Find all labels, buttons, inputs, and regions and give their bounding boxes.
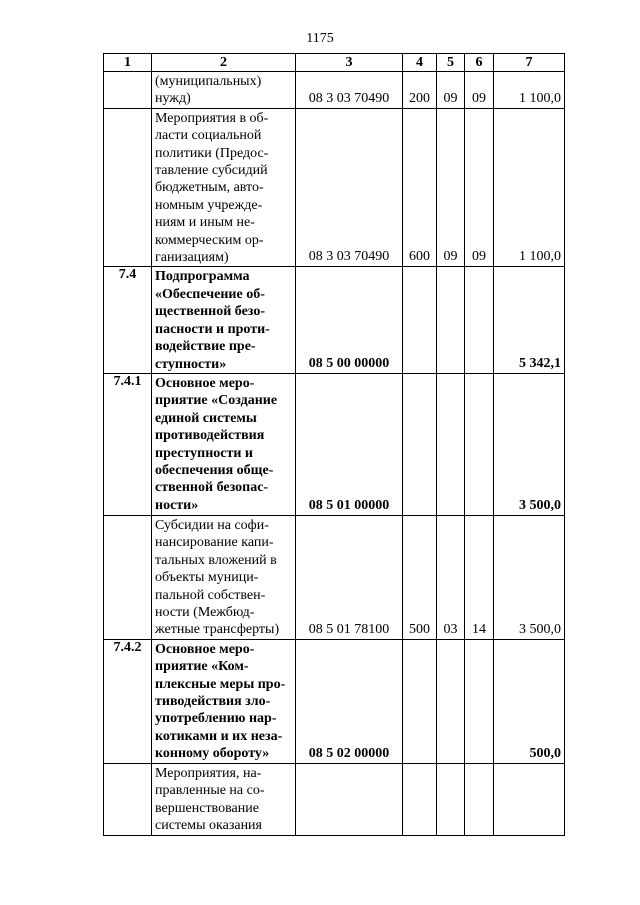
row-index: 7.4.2 (104, 639, 152, 763)
table-row (104, 267, 565, 373)
row-col5 (437, 267, 465, 373)
row-col5: 09 (437, 108, 465, 267)
row-amount: 3 500,0 (494, 515, 565, 639)
row-col6 (465, 763, 494, 835)
row-col4: 500 (403, 515, 437, 639)
table-row (104, 373, 565, 515)
row-col4 (403, 639, 437, 763)
row-col6: 09 (465, 72, 494, 109)
page-number: 1175 (306, 31, 334, 46)
row-name: Мероприятия, на- правленные на со- вершенствование системы оказания (152, 763, 296, 835)
row-code: 08 3 03 70490 (296, 72, 403, 109)
row-col6 (465, 639, 494, 763)
table-row (104, 108, 565, 267)
row-col4 (403, 267, 437, 373)
row-code: 08 5 00 00000 (296, 267, 403, 373)
row-amount: 3 500,0 (494, 373, 565, 515)
row-index (104, 515, 152, 639)
row-amount: 5 342,1 (494, 267, 565, 373)
row-name: (муниципальных) нужд) (152, 72, 296, 109)
row-code: 08 5 01 00000 (296, 373, 403, 515)
row-code: 08 5 01 78100 (296, 515, 403, 639)
row-code (296, 763, 403, 835)
row-name: Подпрограмма «Обеспечение об- щественной безо- пасности и проти- водействие пре- ступности» (152, 267, 296, 373)
row-index: 7.4 (104, 267, 152, 373)
row-col5 (437, 373, 465, 515)
row-col4 (403, 763, 437, 835)
column-header: 4 (403, 54, 437, 72)
row-amount (494, 763, 565, 835)
budget-table (103, 53, 565, 836)
row-col6 (465, 373, 494, 515)
row-col5: 09 (437, 72, 465, 109)
row-amount: 1 100,0 (494, 108, 565, 267)
row-index (104, 108, 152, 267)
row-amount: 1 100,0 (494, 72, 565, 109)
column-header: 1 (104, 54, 152, 72)
row-col4: 200 (403, 72, 437, 109)
row-col5: 03 (437, 515, 465, 639)
column-header: 2 (152, 54, 296, 72)
column-header: 5 (437, 54, 465, 72)
column-header: 7 (494, 54, 565, 72)
table-row (104, 639, 565, 763)
row-index: 7.4.1 (104, 373, 152, 515)
row-name: Субсидии на софи- нансирование капи- тальных вложений в объекты муници- пальной собствен- ности (Межбюд- жетные трансферты) (152, 515, 296, 639)
table-body (104, 72, 565, 836)
row-col6: 09 (465, 108, 494, 267)
column-header: 6 (465, 54, 494, 72)
header-row (104, 54, 565, 72)
row-col6: 14 (465, 515, 494, 639)
row-col5 (437, 763, 465, 835)
row-code: 08 3 03 70490 (296, 108, 403, 267)
column-header: 3 (296, 54, 403, 72)
table-row (104, 72, 565, 109)
row-col5 (437, 639, 465, 763)
row-col6 (465, 267, 494, 373)
row-name: Основное меро- приятие «Ком- плексные меры про- тиводействия зло- употреблению нар- котиками и их неза- конному обороту» (152, 639, 296, 763)
row-amount: 500,0 (494, 639, 565, 763)
table-row (104, 515, 565, 639)
table-row (104, 763, 565, 835)
row-col4: 600 (403, 108, 437, 267)
row-index (104, 763, 152, 835)
row-name: Основное меро- приятие «Создание единой системы противодействия преступности и обеспечения обще- ственной безопас- ности» (152, 373, 296, 515)
row-code: 08 5 02 00000 (296, 639, 403, 763)
row-name: Мероприятия в об- ласти социальной политики (Предос- тавление субсидий бюджетным, авто- номным учрежде- ниям и иным не- коммерческим ор- ганизациям) (152, 108, 296, 267)
row-index (104, 72, 152, 109)
row-col4 (403, 373, 437, 515)
